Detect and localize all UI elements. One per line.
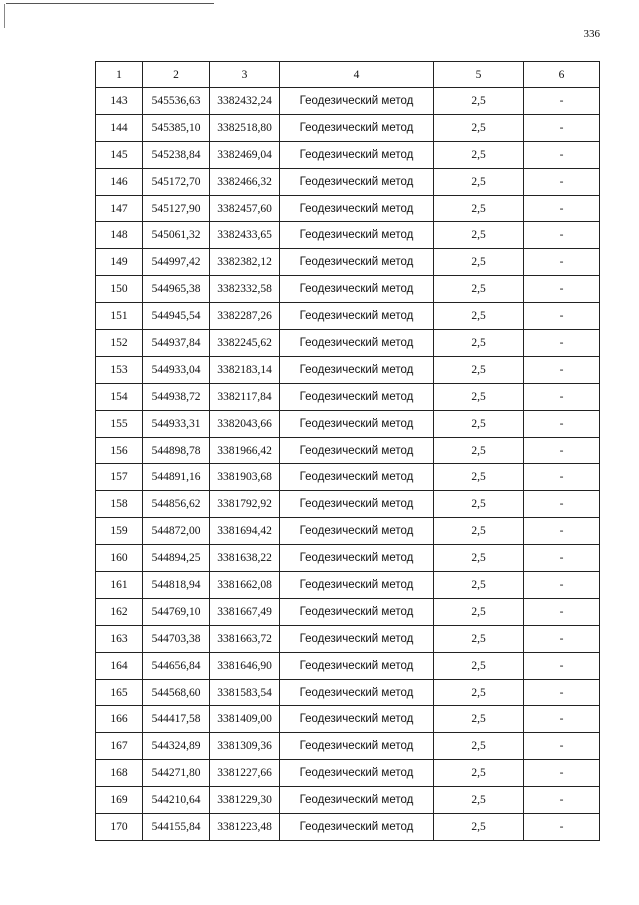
cell-method: Геодезический метод (280, 356, 434, 383)
cell-point-number: 160 (96, 545, 143, 572)
cell-accuracy: 2,5 (434, 625, 524, 652)
cell-accuracy: 2,5 (434, 330, 524, 357)
cell-y-coordinate: 3382382,12 (210, 249, 280, 276)
cell-x-coordinate: 544324,89 (143, 733, 210, 760)
cell-accuracy: 2,5 (434, 383, 524, 410)
cell-accuracy: 2,5 (434, 303, 524, 330)
table-row (96, 545, 600, 572)
cell-y-coordinate: 3381583,54 (210, 679, 280, 706)
cell-x-coordinate: 544417,58 (143, 706, 210, 733)
cell-note: - (524, 491, 600, 518)
cell-point-number: 163 (96, 625, 143, 652)
cell-x-coordinate: 544703,38 (143, 625, 210, 652)
cell-x-coordinate: 544945,54 (143, 303, 210, 330)
cell-note: - (524, 572, 600, 599)
cell-accuracy: 2,5 (434, 814, 524, 841)
cell-accuracy: 2,5 (434, 114, 524, 141)
cell-y-coordinate: 3381792,92 (210, 491, 280, 518)
cell-y-coordinate: 3382433,65 (210, 222, 280, 249)
cell-note: - (524, 679, 600, 706)
cell-y-coordinate: 3381229,30 (210, 787, 280, 814)
cell-method: Геодезический метод (280, 625, 434, 652)
table-row (96, 410, 600, 437)
cell-accuracy: 2,5 (434, 437, 524, 464)
cell-note: - (524, 88, 600, 115)
table-row (96, 383, 600, 410)
cell-y-coordinate: 3382518,80 (210, 114, 280, 141)
cell-method: Геодезический метод (280, 733, 434, 760)
table-row (96, 625, 600, 652)
table-row (96, 114, 600, 141)
table-row (96, 679, 600, 706)
cell-method: Геодезический метод (280, 303, 434, 330)
cell-note: - (524, 276, 600, 303)
cell-note: - (524, 545, 600, 572)
cell-method: Геодезический метод (280, 787, 434, 814)
cell-point-number: 164 (96, 652, 143, 679)
cell-y-coordinate: 3382117,84 (210, 383, 280, 410)
table-row (96, 787, 600, 814)
cell-y-coordinate: 3381663,72 (210, 625, 280, 652)
cell-method: Геодезический метод (280, 195, 434, 222)
cell-point-number: 147 (96, 195, 143, 222)
cell-y-coordinate: 3381966,42 (210, 437, 280, 464)
cell-accuracy: 2,5 (434, 652, 524, 679)
table-row (96, 276, 600, 303)
cell-point-number: 143 (96, 88, 143, 115)
cell-y-coordinate: 3382245,62 (210, 330, 280, 357)
cell-accuracy: 2,5 (434, 410, 524, 437)
cell-point-number: 152 (96, 330, 143, 357)
cell-x-coordinate: 545127,90 (143, 195, 210, 222)
cell-note: - (524, 249, 600, 276)
cell-method: Геодезический метод (280, 518, 434, 545)
cell-point-number: 154 (96, 383, 143, 410)
table-row (96, 303, 600, 330)
cell-point-number: 150 (96, 276, 143, 303)
cell-y-coordinate: 3382432,24 (210, 88, 280, 115)
table-row (96, 464, 600, 491)
table-row (96, 598, 600, 625)
cell-method: Геодезический метод (280, 572, 434, 599)
cell-x-coordinate: 544271,80 (143, 760, 210, 787)
cell-note: - (524, 383, 600, 410)
table-row (96, 652, 600, 679)
cell-method: Геодезический метод (280, 141, 434, 168)
cell-x-coordinate: 544656,84 (143, 652, 210, 679)
cell-note: - (524, 706, 600, 733)
cell-method: Геодезический метод (280, 249, 434, 276)
cell-method: Геодезический метод (280, 222, 434, 249)
cell-y-coordinate: 3382466,32 (210, 168, 280, 195)
cell-accuracy: 2,5 (434, 141, 524, 168)
cell-method: Геодезический метод (280, 491, 434, 518)
cell-note: - (524, 652, 600, 679)
cell-method: Геодезический метод (280, 706, 434, 733)
cell-note: - (524, 760, 600, 787)
cell-point-number: 156 (96, 437, 143, 464)
cell-note: - (524, 464, 600, 491)
cell-x-coordinate: 545061,32 (143, 222, 210, 249)
table-row (96, 222, 600, 249)
cell-x-coordinate: 545238,84 (143, 141, 210, 168)
column-header-point-number: 1 (96, 62, 143, 88)
cell-method: Геодезический метод (280, 168, 434, 195)
table-row (96, 518, 600, 545)
cell-method: Геодезический метод (280, 437, 434, 464)
table-row (96, 249, 600, 276)
cell-point-number: 146 (96, 168, 143, 195)
cell-x-coordinate: 544894,25 (143, 545, 210, 572)
cell-note: - (524, 330, 600, 357)
cell-accuracy: 2,5 (434, 168, 524, 195)
table-row (96, 572, 600, 599)
cell-note: - (524, 410, 600, 437)
cell-method: Геодезический метод (280, 276, 434, 303)
cell-note: - (524, 437, 600, 464)
cell-x-coordinate: 544965,38 (143, 276, 210, 303)
cell-accuracy: 2,5 (434, 222, 524, 249)
cell-note: - (524, 141, 600, 168)
cell-x-coordinate: 545385,10 (143, 114, 210, 141)
cell-method: Геодезический метод (280, 330, 434, 357)
cell-note: - (524, 625, 600, 652)
column-header-note: 6 (524, 62, 600, 88)
column-header-y-coordinate: 3 (210, 62, 280, 88)
cell-y-coordinate: 3381309,36 (210, 733, 280, 760)
table-row (96, 437, 600, 464)
cell-y-coordinate: 3381694,42 (210, 518, 280, 545)
cell-x-coordinate: 544891,16 (143, 464, 210, 491)
cell-point-number: 169 (96, 787, 143, 814)
table-row (96, 491, 600, 518)
cell-x-coordinate: 544210,64 (143, 787, 210, 814)
cell-method: Геодезический метод (280, 679, 434, 706)
cell-x-coordinate: 544898,78 (143, 437, 210, 464)
cell-y-coordinate: 3381646,90 (210, 652, 280, 679)
cell-note: - (524, 733, 600, 760)
cell-method: Геодезический метод (280, 760, 434, 787)
cell-method: Геодезический метод (280, 464, 434, 491)
cell-accuracy: 2,5 (434, 464, 524, 491)
page-number: 336 (583, 28, 600, 40)
cell-x-coordinate: 544933,04 (143, 356, 210, 383)
cell-note: - (524, 168, 600, 195)
cell-x-coordinate: 544937,84 (143, 330, 210, 357)
cell-point-number: 158 (96, 491, 143, 518)
cell-point-number: 144 (96, 114, 143, 141)
cell-x-coordinate: 544938,72 (143, 383, 210, 410)
cell-y-coordinate: 3381409,00 (210, 706, 280, 733)
cell-note: - (524, 814, 600, 841)
cell-note: - (524, 598, 600, 625)
cell-accuracy: 2,5 (434, 598, 524, 625)
cell-point-number: 165 (96, 679, 143, 706)
cell-note: - (524, 222, 600, 249)
cell-accuracy: 2,5 (434, 787, 524, 814)
cell-y-coordinate: 3381662,08 (210, 572, 280, 599)
cell-x-coordinate: 544568,60 (143, 679, 210, 706)
cell-y-coordinate: 3381903,68 (210, 464, 280, 491)
cell-method: Геодезический метод (280, 598, 434, 625)
column-header-x-coordinate: 2 (143, 62, 210, 88)
cell-x-coordinate: 545536,63 (143, 88, 210, 115)
cell-point-number: 161 (96, 572, 143, 599)
cell-accuracy: 2,5 (434, 276, 524, 303)
cell-accuracy: 2,5 (434, 249, 524, 276)
cell-note: - (524, 195, 600, 222)
cell-accuracy: 2,5 (434, 88, 524, 115)
cell-y-coordinate: 3382457,60 (210, 195, 280, 222)
cell-x-coordinate: 544872,00 (143, 518, 210, 545)
cell-method: Геодезический метод (280, 545, 434, 572)
table-row (96, 706, 600, 733)
cell-point-number: 168 (96, 760, 143, 787)
cell-note: - (524, 114, 600, 141)
cell-point-number: 166 (96, 706, 143, 733)
cell-y-coordinate: 3381638,22 (210, 545, 280, 572)
cell-accuracy: 2,5 (434, 733, 524, 760)
column-header-accuracy: 5 (434, 62, 524, 88)
cell-point-number: 145 (96, 141, 143, 168)
table-row (96, 814, 600, 841)
cell-y-coordinate: 3382469,04 (210, 141, 280, 168)
cell-accuracy: 2,5 (434, 518, 524, 545)
table-row (96, 330, 600, 357)
cell-x-coordinate: 544997,42 (143, 249, 210, 276)
cell-point-number: 159 (96, 518, 143, 545)
table-row (96, 168, 600, 195)
cell-point-number: 153 (96, 356, 143, 383)
cell-accuracy: 2,5 (434, 679, 524, 706)
coordinates-table (95, 61, 600, 841)
cell-accuracy: 2,5 (434, 706, 524, 733)
left-margin-mark (4, 4, 5, 28)
cell-note: - (524, 356, 600, 383)
cell-method: Геодезический метод (280, 114, 434, 141)
cell-method: Геодезический метод (280, 652, 434, 679)
cell-accuracy: 2,5 (434, 195, 524, 222)
cell-accuracy: 2,5 (434, 356, 524, 383)
top-rule (6, 3, 214, 4)
table-header-row (96, 62, 600, 88)
cell-note: - (524, 518, 600, 545)
cell-accuracy: 2,5 (434, 572, 524, 599)
cell-accuracy: 2,5 (434, 545, 524, 572)
cell-x-coordinate: 545172,70 (143, 168, 210, 195)
cell-method: Геодезический метод (280, 383, 434, 410)
cell-point-number: 148 (96, 222, 143, 249)
table-row (96, 195, 600, 222)
cell-point-number: 149 (96, 249, 143, 276)
cell-method: Геодезический метод (280, 410, 434, 437)
cell-point-number: 167 (96, 733, 143, 760)
cell-note: - (524, 303, 600, 330)
table-row (96, 356, 600, 383)
table-row (96, 141, 600, 168)
cell-method: Геодезический метод (280, 88, 434, 115)
cell-accuracy: 2,5 (434, 760, 524, 787)
cell-point-number: 151 (96, 303, 143, 330)
cell-accuracy: 2,5 (434, 491, 524, 518)
cell-y-coordinate: 3382183,14 (210, 356, 280, 383)
column-header-method: 4 (280, 62, 434, 88)
cell-y-coordinate: 3382043,66 (210, 410, 280, 437)
table-row (96, 733, 600, 760)
cell-y-coordinate: 3381223,48 (210, 814, 280, 841)
cell-method: Геодезический метод (280, 814, 434, 841)
cell-y-coordinate: 3382287,26 (210, 303, 280, 330)
cell-y-coordinate: 3381667,49 (210, 598, 280, 625)
cell-y-coordinate: 3381227,66 (210, 760, 280, 787)
table-body (96, 88, 600, 841)
cell-point-number: 170 (96, 814, 143, 841)
cell-point-number: 162 (96, 598, 143, 625)
cell-point-number: 155 (96, 410, 143, 437)
cell-y-coordinate: 3382332,58 (210, 276, 280, 303)
table-row (96, 760, 600, 787)
cell-x-coordinate: 544155,84 (143, 814, 210, 841)
cell-x-coordinate: 544769,10 (143, 598, 210, 625)
cell-x-coordinate: 544856,62 (143, 491, 210, 518)
cell-x-coordinate: 544933,31 (143, 410, 210, 437)
cell-note: - (524, 787, 600, 814)
table-row (96, 88, 600, 115)
cell-point-number: 157 (96, 464, 143, 491)
cell-x-coordinate: 544818,94 (143, 572, 210, 599)
